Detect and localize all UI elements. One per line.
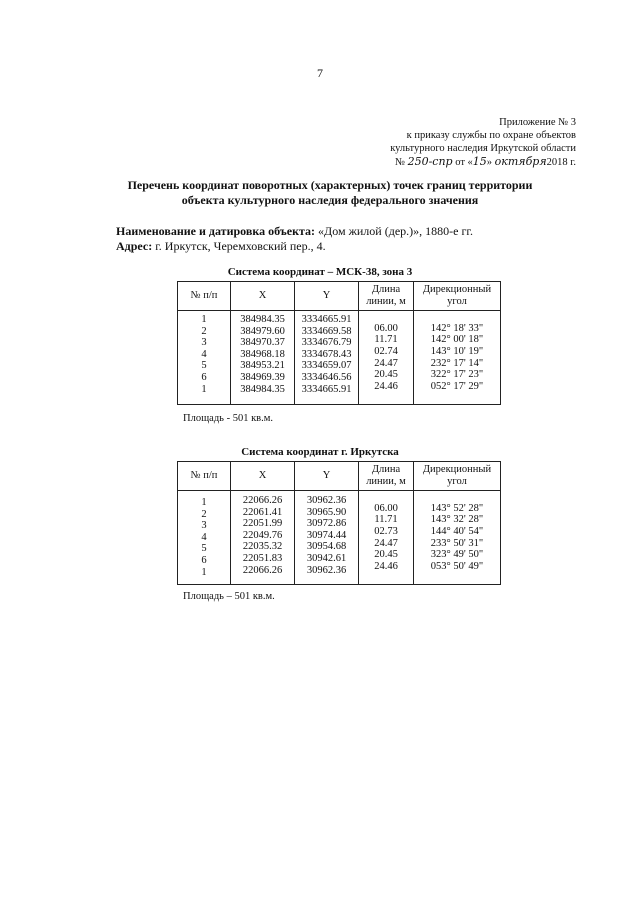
cell-angle: 322° 17' 23": [430, 369, 484, 381]
cell-x: 22051.83: [242, 552, 283, 564]
header-length-line2: линии, м: [366, 296, 406, 307]
cell-num: 6: [201, 371, 207, 383]
cell-y: 3334665.91: [301, 314, 352, 325]
table2-area: Площадь – 501 кв.м.: [183, 591, 275, 602]
object-name-label: Наименование и датировка объекта:: [116, 224, 316, 238]
header-angle: [414, 462, 501, 491]
title-line-2: объекта культурного наследия федерального значения: [181, 193, 479, 207]
document-title: [80, 178, 580, 208]
header-angle-line1: Дирекционный: [422, 284, 492, 295]
cell-angle: 144° 40' 54": [430, 525, 484, 537]
cell-y: 30962.36: [306, 564, 347, 576]
cell-num: 3: [201, 520, 207, 532]
order-from: от «: [455, 157, 473, 168]
cell-length: 06.00: [374, 502, 398, 514]
cell-num: 5: [201, 360, 207, 372]
header-angle-line2: угол: [447, 296, 467, 307]
cell-num: 1: [201, 314, 207, 325]
cell-num: 6: [201, 554, 207, 566]
cell-length: 24.47: [374, 537, 398, 549]
cell-x: 384984.35: [240, 314, 285, 325]
cell-num: 4: [201, 348, 207, 360]
cell-y: 30965.90: [306, 506, 347, 518]
cell-length: 20.45: [374, 369, 398, 381]
appendix-line-1: Приложение № 3: [499, 117, 576, 128]
table2-caption: Система координат г. Иркутска: [241, 446, 399, 458]
cell-angle: 143° 32' 28": [430, 514, 484, 526]
cell-y: 30954.68: [306, 541, 347, 553]
cell-y: 3334646.56: [301, 371, 352, 383]
y-column: [295, 311, 359, 405]
table-header-row: [178, 282, 501, 311]
cell-angle: 052° 17' 29": [430, 380, 484, 392]
cell-length: 11.71: [374, 514, 398, 526]
header-num: № п/п: [178, 282, 231, 311]
cell-num: 5: [201, 543, 207, 555]
cell-num: 3: [201, 337, 207, 349]
angle-column: [414, 491, 501, 585]
cell-angle: 232° 17' 14": [430, 357, 484, 369]
cell-length: 02.73: [374, 525, 398, 537]
angle-column: [414, 311, 501, 405]
cell-angle: 143° 10' 19": [430, 345, 484, 357]
cell-y: 3334676.79: [301, 337, 352, 349]
header-length-line1: Длина: [371, 464, 401, 475]
table-body-row: [178, 491, 501, 585]
order-day: 15: [472, 155, 487, 168]
cell-num: 1: [201, 383, 207, 395]
cell-x: 22066.26: [242, 564, 283, 576]
cell-x: 22035.32: [242, 541, 283, 553]
table1-area: Площадь - 501 кв.м.: [183, 413, 274, 424]
header-angle: [414, 282, 501, 311]
cell-x: 384984.35: [240, 383, 285, 395]
cell-y: 3334665.91: [301, 383, 352, 395]
table-header-row: [178, 462, 501, 491]
cell-y: 30974.44: [306, 529, 347, 541]
object-address-value: г. Иркутск, Черемховский пер., 4.: [152, 239, 326, 253]
cell-y: 3334678.43: [301, 348, 352, 360]
cell-angle: 323° 49' 50": [430, 549, 484, 561]
cell-angle: 053° 50' 49": [430, 560, 484, 572]
cell-length: 20.45: [374, 549, 398, 561]
cell-x: 22061.41: [242, 506, 283, 518]
table-body-row: [178, 311, 501, 405]
cell-num: 2: [201, 325, 207, 337]
header-length: [359, 282, 414, 311]
cell-x: 384969.39: [240, 371, 285, 383]
cell-angle: 142° 00' 18": [430, 334, 484, 346]
cell-y: 30972.86: [306, 518, 347, 530]
x-column: [231, 491, 295, 585]
cell-num: 4: [201, 531, 207, 543]
cell-x: 384970.37: [240, 337, 285, 349]
header-angle-line1: Дирекционный: [422, 464, 492, 475]
cell-x: 22051.99: [242, 518, 283, 530]
cell-x: 384953.21: [240, 360, 285, 372]
appendix-line-3: культурного наследия Иркутской области: [390, 143, 576, 154]
cell-num: 1: [201, 566, 207, 578]
cell-length: 24.46: [374, 560, 398, 572]
cell-y: 30942.61: [306, 552, 347, 564]
header-angle-line2: угол: [447, 476, 467, 487]
appendix-line-2: к приказу службы по охране объектов: [406, 130, 576, 141]
order-year: 2018 г.: [546, 157, 576, 168]
num-column: [178, 491, 231, 585]
cell-y: 3334659.07: [301, 360, 352, 372]
y-column: [295, 491, 359, 585]
cell-length: 02.74: [374, 345, 398, 357]
num-column: [178, 311, 231, 405]
header-y: Y: [295, 462, 359, 491]
cell-length: 24.46: [374, 380, 398, 392]
coordinates-table-msk38: [177, 281, 501, 405]
cell-length: 11.71: [374, 334, 398, 346]
object-address-line: [116, 239, 473, 254]
coordinates-table-irkutsk: [177, 461, 501, 585]
cell-x: 384979.60: [240, 325, 285, 337]
order-prefix: №: [394, 157, 405, 168]
table1-caption: Система координат – МСК-38, зона 3: [227, 266, 413, 278]
header-num: № п/п: [178, 462, 231, 491]
page-number: 7: [317, 66, 323, 80]
title-line-1: Перечень координат поворотных (характерных) точек границ территории: [127, 178, 533, 192]
cell-x: 22066.26: [242, 495, 283, 506]
cell-num: 1: [201, 497, 207, 508]
appendix-block: [390, 116, 576, 169]
object-address-label: Адрес:: [116, 239, 153, 253]
object-name-line: [116, 224, 473, 239]
header-x: X: [231, 462, 295, 491]
order-line: [390, 155, 576, 169]
length-column: [359, 491, 414, 585]
header-length-line1: Длина: [371, 284, 401, 295]
cell-y: 3334669.58: [301, 325, 352, 337]
x-column: [231, 311, 295, 405]
object-info: [116, 224, 473, 254]
cell-length: 24.47: [374, 357, 398, 369]
cell-length: 06.00: [374, 322, 398, 334]
object-name-value: «Дом жилой (дер.)», 1880-е гг.: [315, 224, 473, 238]
cell-x: 384968.18: [240, 348, 285, 360]
cell-y: 30962.36: [306, 495, 347, 506]
cell-x: 22049.76: [242, 529, 283, 541]
order-month: октября: [494, 155, 547, 168]
cell-angle: 142° 18' 33": [430, 322, 484, 334]
cell-angle: 143° 52' 28": [430, 502, 484, 514]
order-number: 250-спр: [407, 155, 453, 168]
header-x: X: [231, 282, 295, 311]
order-mid: »: [486, 157, 493, 168]
length-column: [359, 311, 414, 405]
cell-angle: 233° 50' 31": [430, 537, 484, 549]
cell-num: 2: [201, 508, 207, 520]
header-y: Y: [295, 282, 359, 311]
header-length: [359, 462, 414, 491]
header-length-line2: линии, м: [366, 476, 406, 487]
